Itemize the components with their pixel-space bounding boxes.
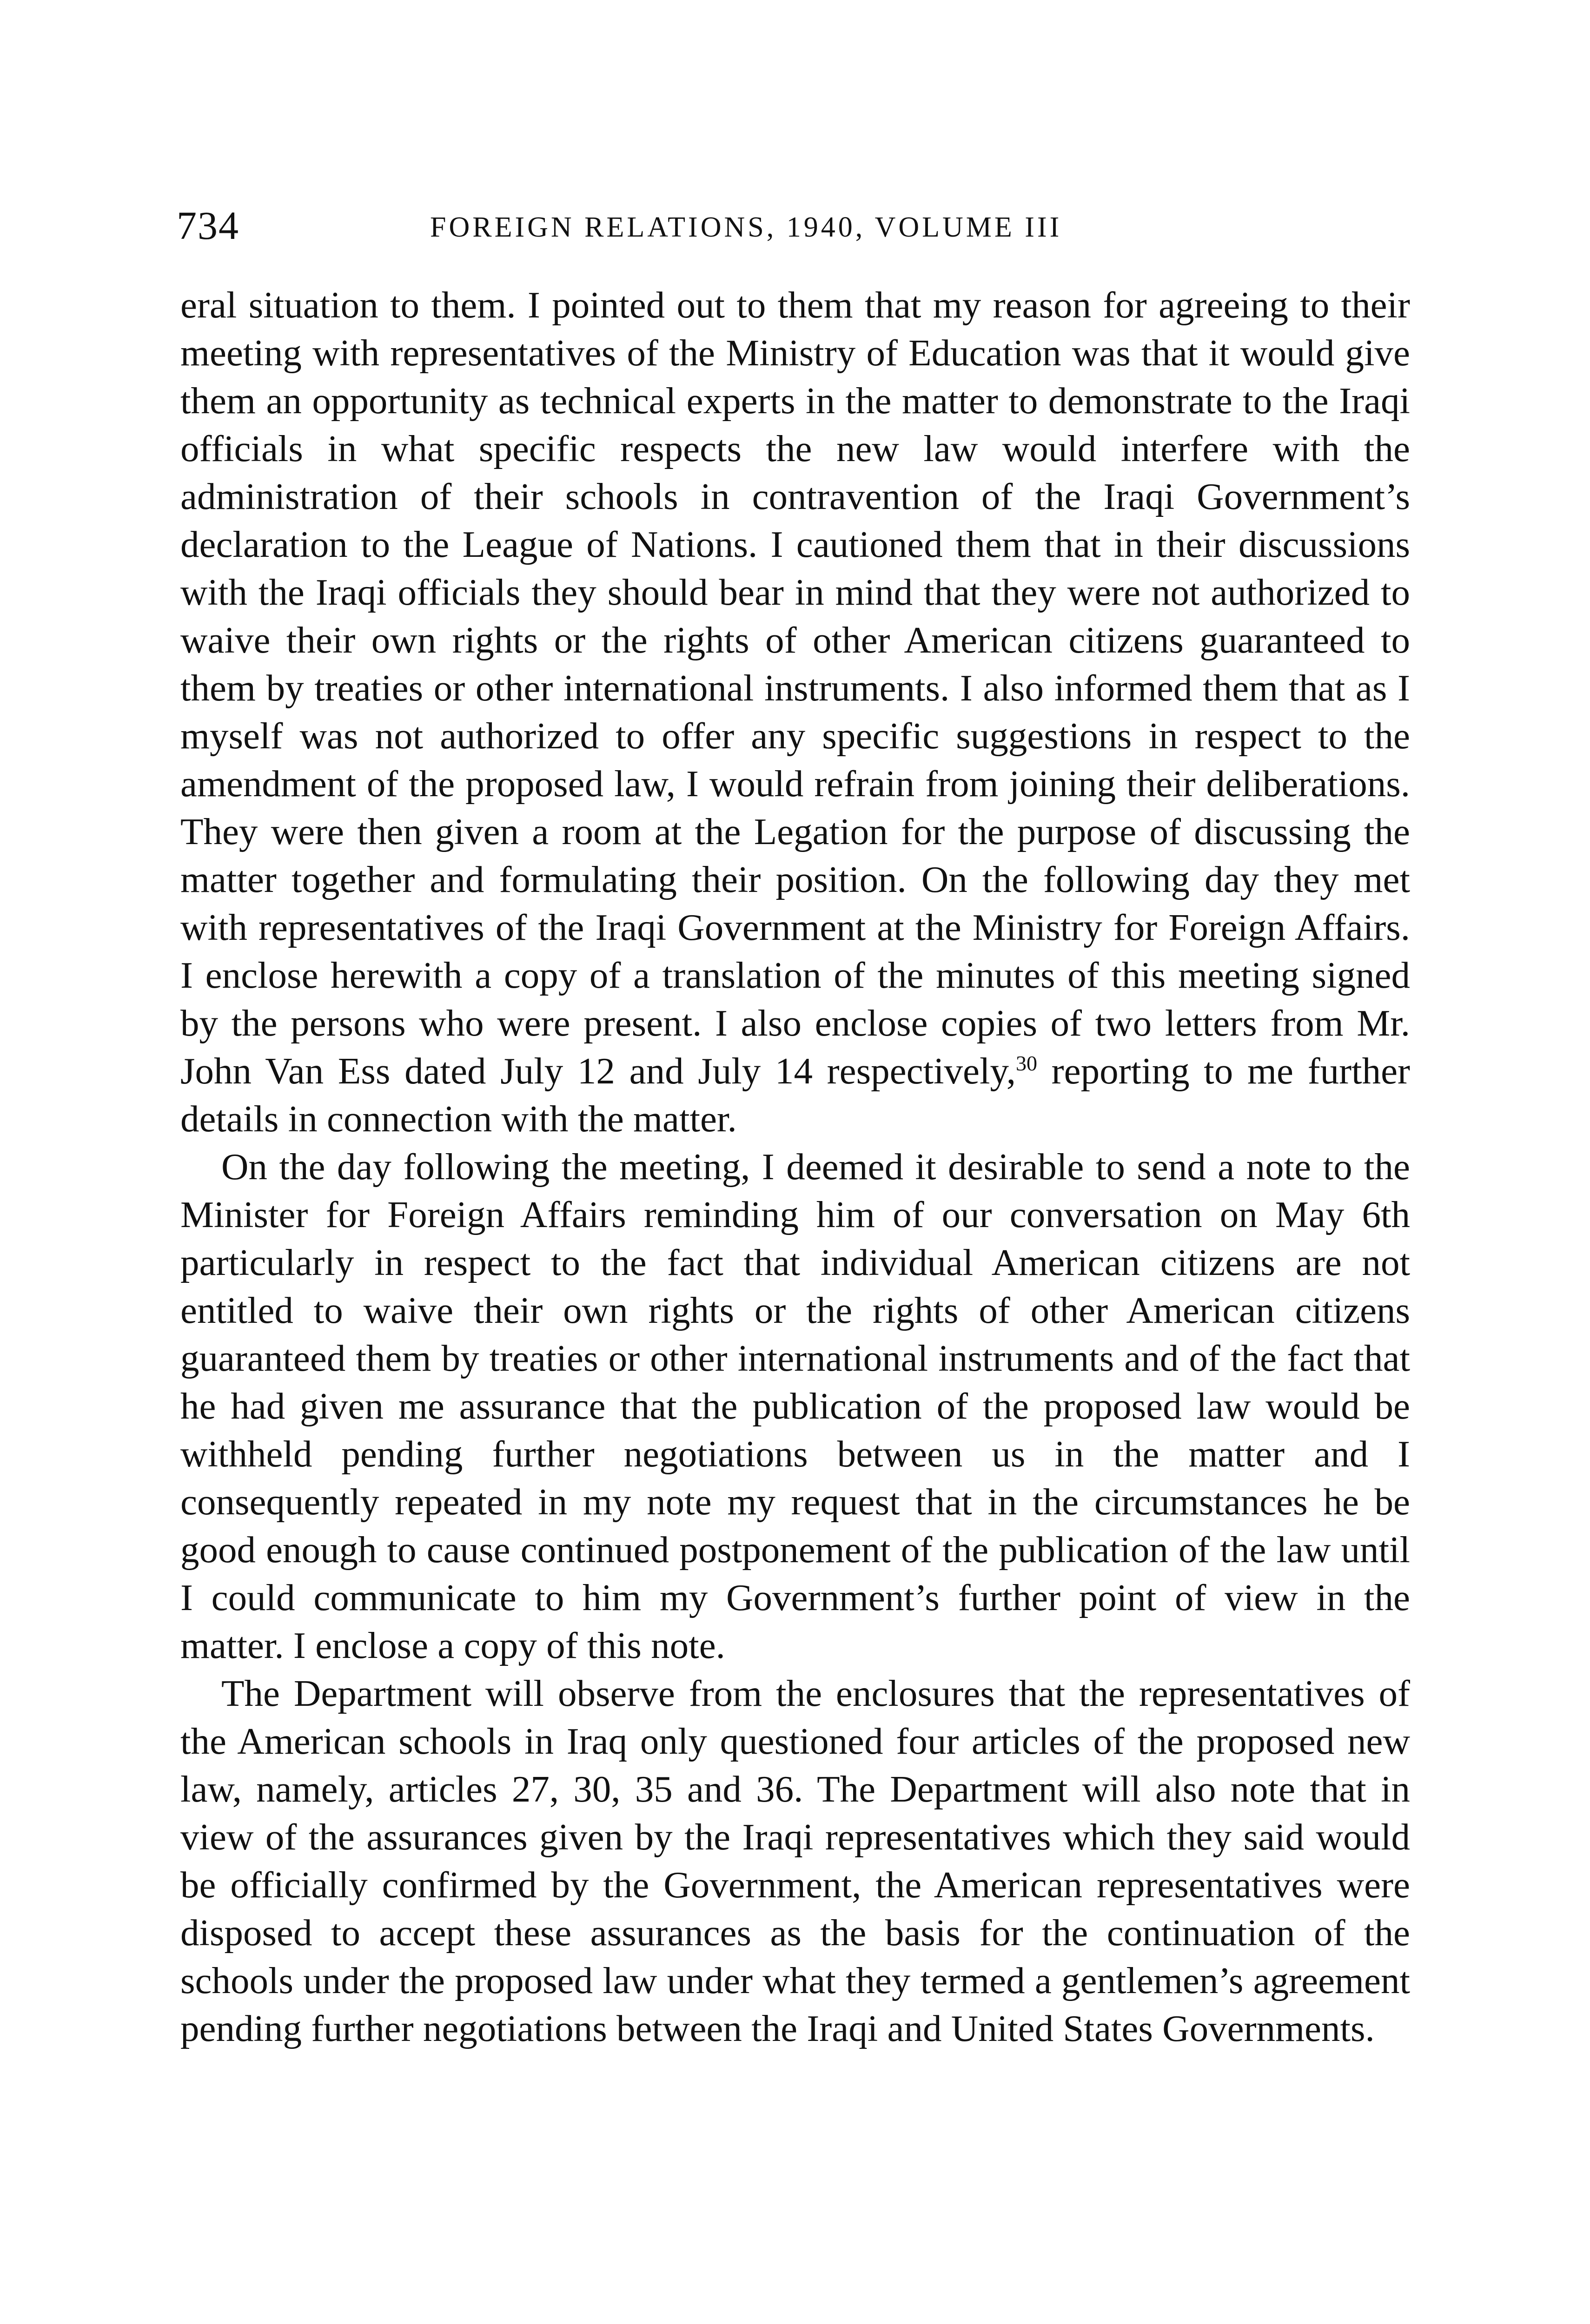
- page-header: [177, 200, 1413, 256]
- paragraph-1-text-continued: reporting to me further details in connection with the matter.: [180, 1050, 1410, 1140]
- page-number: 734: [177, 203, 239, 248]
- paragraph-1-text: eral situation to them. I pointed out to them that my reason for agreeing to their meeting with representatives of the Ministry of Education was that it would give them an opportunity as technical experts in the matter to demonstrate to the Iraqi officials in what specific respects the new law would interfere with the administration of their schools in contravention of the Iraqi Government’s declaration to the League of Nations. I cautioned them that in their discussions with the Iraqi officials they should bear in mind that they were not authorized to waive their own rights or the rights of other American citizens guaranteed to them by treaties or other international instruments. I also informed them that as I myself was not authorized to offer any specific suggestions in respect to the amendment of the proposed law, I would refrain from joining their deliberations. They were then given a room at the Legation for the purpose of discussing the matter together and formulating their position. On the following day they met with representatives of the Iraqi Government at the Ministry for Foreign Affairs. I enclose herewith a copy of a translation of the minutes of this meeting signed by the persons who were present. I also enclose copies of two letters from Mr. John Van Ess dated July 12 and July 14 respectively,: [180, 284, 1410, 1092]
- body-text: [180, 281, 1410, 2053]
- running-title: FOREIGN RELATIONS, 1940, VOLUME III: [430, 211, 1062, 243]
- paragraph-3: The Department will observe from the enclosures that the representatives of the American schools in Iraq only questioned four articles of the proposed new law, namely, articles 27, 30, 35 and 36. The Department will also note that in view of the assurances given by the Iraqi representatives which they said would be officially confirmed by the Government, the American representatives were disposed to accept these assurances as the basis for the continuation of the schools under the proposed law under what they termed a gentlemen’s agreement pending further negotiations between the Iraqi and United States Governments.: [180, 1672, 1410, 2049]
- paragraph-1: [180, 281, 1410, 1143]
- footnote-reference: 30: [1015, 1051, 1037, 1075]
- paragraph-2: On the day following the meeting, I deemed it desirable to send a note to the Minister for Foreign Affairs reminding him of our conversation on May 6th particularly in respect to the fact that individual American citizens are not entitled to waive their own rights or the rights of other American citizens guaranteed them by treaties or other international instruments and of the fact that he had given me assurance that the publication of the proposed law would be withheld pending further negotiations between us in the matter and I consequently repeated in my note my request that in the circumstances he be good enough to cause continued postponement of the publication of the law until I could communicate to him my Government’s further point of view in the matter. I enclose a copy of this note.: [180, 1146, 1410, 1666]
